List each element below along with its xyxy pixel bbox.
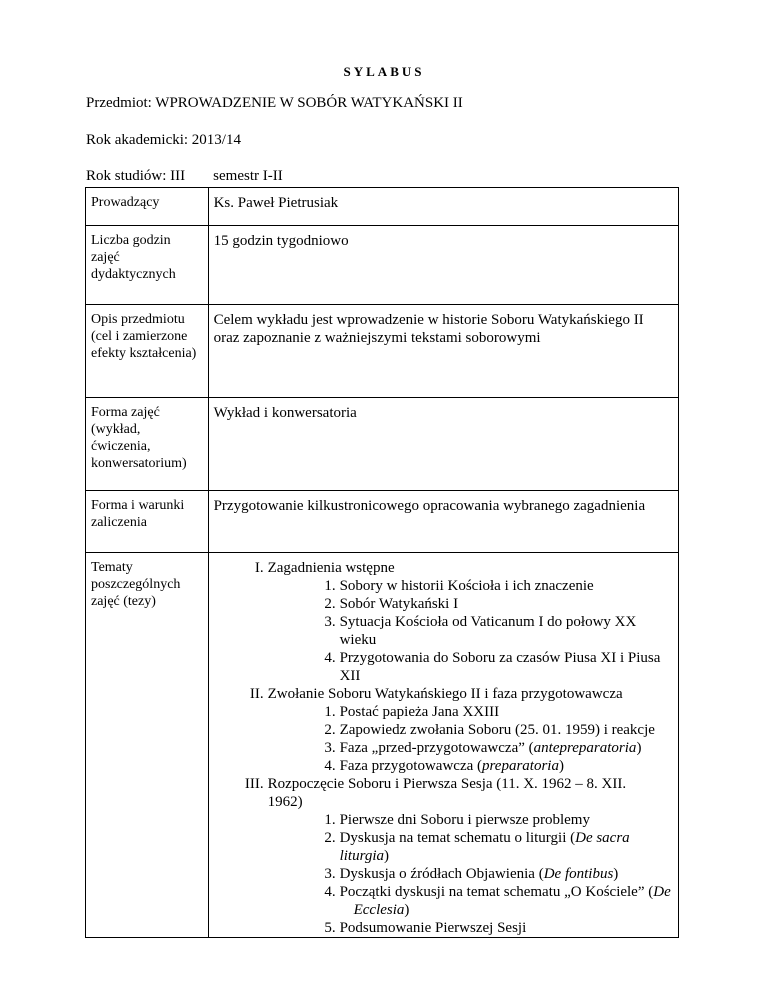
list-item: 4. Przygotowania do Soboru za czasów Piusa XI i Piusa XII: [324, 650, 661, 684]
topic-number: I.: [254, 560, 264, 576]
table-row: [86, 226, 679, 305]
list-item: 3. Faza „przed-przygotowawcza” (antepreparatoria): [324, 740, 642, 756]
subject-line: Przedmiot: WPROWADZENIE W SOBÓR WATYKAŃSKI II: [86, 95, 463, 111]
table-row: [86, 305, 679, 398]
row-label: Forma i warunki zaliczenia: [86, 491, 209, 553]
row-value: 15 godzin tygodniowo: [208, 226, 678, 305]
list-item: 4. Początki dyskusji na temat schematu „O Kościele” (De: [324, 884, 671, 900]
topic-title: Zwołanie Soboru Watykańskiego II i faza przygotowawcza: [267, 686, 623, 702]
list-item: 3. Sytuacja Kościoła od Vaticanum I do połowy XX wieku: [324, 614, 637, 648]
topic-title-continued: 1962): [267, 794, 303, 810]
row-label: Prowadzący: [86, 188, 209, 226]
list-item: 1. Sobory w historii Kościoła i ich znaczenie: [324, 578, 594, 594]
table-row: [86, 398, 679, 491]
row-value: Przygotowanie kilkustronicowego opracowania wybranego zagadnienia: [208, 491, 678, 553]
table-row: [86, 553, 679, 938]
topic-title: Rozpoczęcie Soboru i Pierwsza Sesja (11. X. 1962 – 8. XII.: [267, 776, 627, 792]
topic-section: [214, 775, 673, 937]
topic-title: Zagadnienia wstępne: [267, 560, 395, 576]
list-item: Ecclesia): [353, 902, 410, 918]
semester-label: semestr I-II: [213, 168, 283, 184]
list-item: 2. Dyskusja na temat schematu o liturgii (De sacra liturgia): [324, 830, 630, 864]
list-item: 1. Pierwsze dni Soboru i pierwsze problemy: [324, 812, 590, 828]
row-value: Ks. Paweł Pietrusiak: [208, 188, 678, 226]
list-item: 3. Dyskusja o źródłach Objawienia (De fontibus): [324, 866, 619, 882]
topics-list: [214, 559, 673, 937]
academic-year-line: Rok akademicki: 2013/14: [86, 132, 241, 148]
list-item: 4. Faza przygotowawcza (preparatoria): [324, 758, 564, 774]
row-label: Forma zajęć (wykład, ćwiczenia, konwersatorium): [86, 398, 209, 491]
list-item: 5. Podsumowanie Pierwszej Sesji: [324, 920, 527, 936]
list-item: 1. Postać papieża Jana XXIII: [324, 704, 500, 720]
row-value: Celem wykładu jest wprowadzenie w historie Soboru Watykańskiego II oraz zapoznanie z ważniejszymi tekstami soborowymi: [208, 305, 678, 398]
topics-cell: [208, 553, 678, 938]
row-value: Wykład i konwersatoria: [208, 398, 678, 491]
topic-number: III.: [244, 776, 264, 792]
study-year-label: Rok studiów: III: [86, 168, 186, 184]
row-label: Liczba godzin zajęć dydaktycznych: [86, 226, 209, 305]
document-title: SYLABUS: [343, 64, 425, 79]
topic-section: [214, 685, 673, 775]
study-year-line: [86, 168, 283, 185]
row-label: Opis przedmiotu (cel i zamierzone efekty kształcenia): [86, 305, 209, 398]
table-row: [86, 188, 679, 226]
row-label: Tematy poszczególnych zajęć (tezy): [86, 553, 209, 938]
syllabus-table: [85, 187, 679, 938]
table-row: [86, 491, 679, 553]
list-item: 2. Zapowiedz zwołania Soboru (25. 01. 1959) i reakcje: [324, 722, 655, 738]
topic-section: [214, 559, 673, 685]
list-item: 2. Sobór Watykański I: [324, 596, 459, 612]
topic-number: II.: [249, 686, 264, 702]
